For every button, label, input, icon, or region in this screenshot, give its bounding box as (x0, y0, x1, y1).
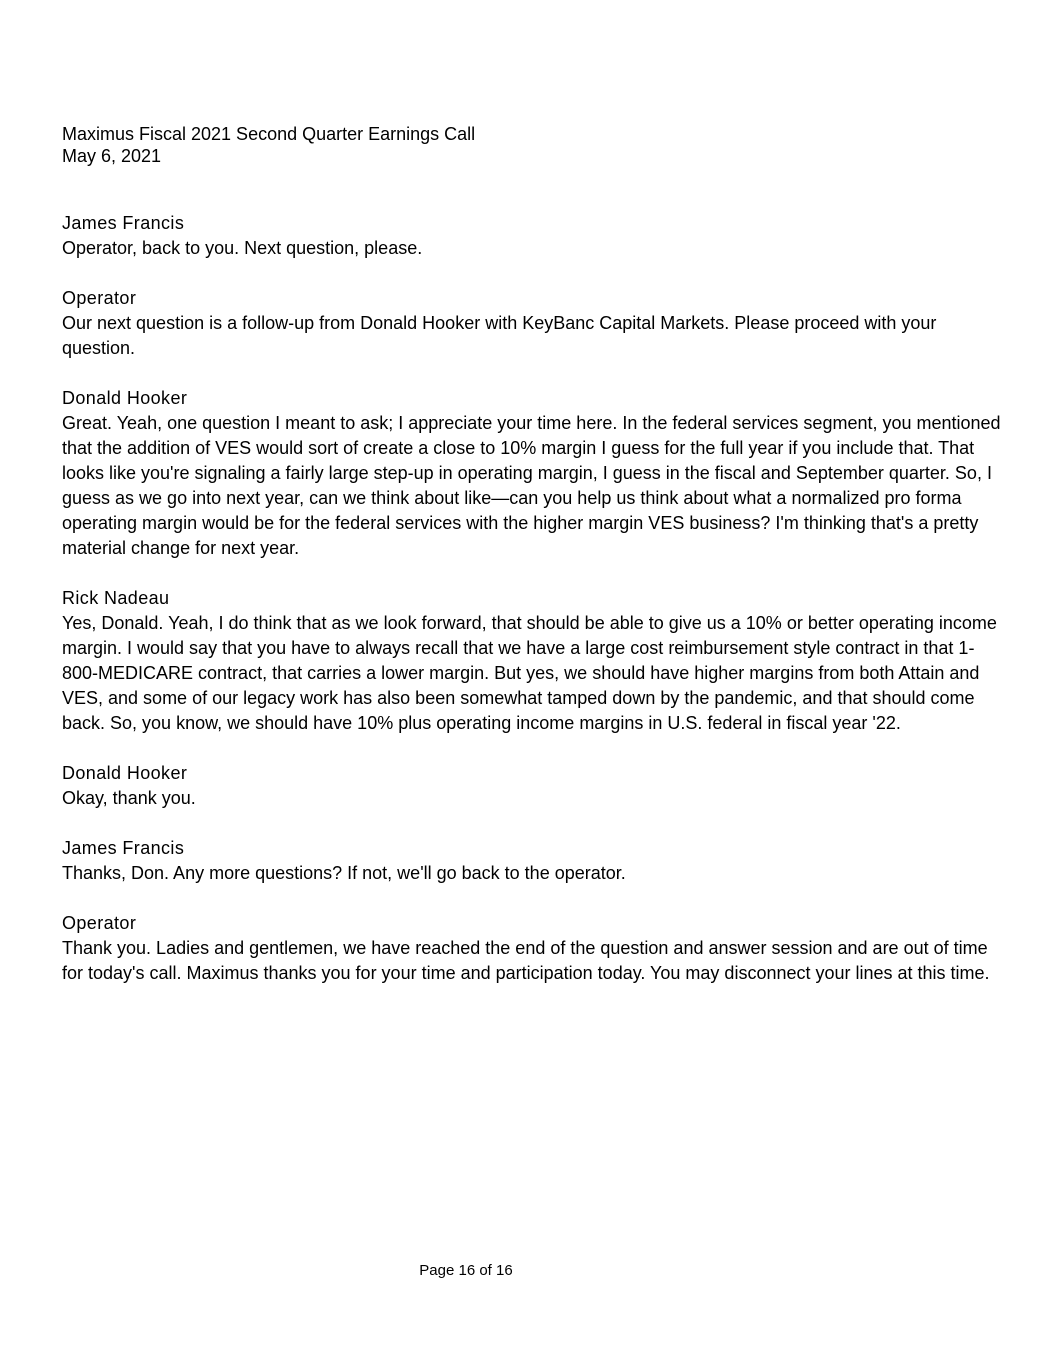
page-number: Page 16 of 16 (419, 1262, 513, 1279)
speaker-name: Operator (62, 288, 137, 308)
document-page (62, 123, 1002, 1011)
transcript-turn (62, 586, 1002, 736)
speaker-text: Okay, thank you. (62, 788, 196, 808)
transcript-turn (62, 211, 1002, 261)
speaker-text: Yes, Donald. Yeah, I do think that as we look forward, that should be able to give us a 10% or better operating income margin. I would say that you have to always recall that we have a large cost reimbursement style contract in that 1-800-MEDICARE contract, that carries a lower margin. But yes, we should have higher margins from both Attain and VES, and some of our legacy work has also been somewhat tamped down by the pandemic, and that should come back. So, you know, we should have 10% plus operating income margins in U.S. federal in fiscal year '22. (62, 613, 997, 733)
speaker-name: Operator (62, 913, 137, 933)
transcript-turn (62, 286, 1002, 361)
transcript-turn (62, 911, 1002, 986)
document-date: May 6, 2021 (62, 146, 162, 166)
transcript-turn (62, 386, 1002, 561)
speaker-text: Operator, back to you. Next question, please. (62, 238, 423, 258)
speaker-name: James Francis (62, 213, 185, 233)
speaker-name: James Francis (62, 838, 185, 858)
speaker-name: Donald Hooker (62, 763, 188, 783)
transcript (62, 211, 1002, 986)
speaker-text: Great. Yeah, one question I meant to ask; I appreciate your time here. In the federal services segment, you mentioned that the addition of VES would sort of create a close to 10% margin I guess for the full year if you include that. That looks like you're signaling a fairly large step-up in operating margin, I guess in the fiscal and September quarter. So, I guess as we go into next year, can we think about like—can you help us think about what a normalized pro forma operating margin would be for the federal services with the higher margin VES business? I'm thinking that's a pretty material change for next year. (62, 413, 1001, 558)
document-title: Maximus Fiscal 2021 Second Quarter Earnings Call (62, 124, 476, 144)
speaker-text: Thanks, Don. Any more questions? If not, we'll go back to the operator. (62, 863, 626, 883)
transcript-turn (62, 836, 1002, 886)
speaker-text: Our next question is a follow-up from Donald Hooker with KeyBanc Capital Markets. Please proceed with your question. (62, 313, 937, 358)
speaker-name: Donald Hooker (62, 388, 188, 408)
transcript-turn (62, 761, 1002, 811)
speaker-name: Rick Nadeau (62, 588, 170, 608)
speaker-text: Thank you. Ladies and gentlemen, we have reached the end of the question and answer session and are out of time for today's call. Maximus thanks you for your time and participation today. You may disconnect your lines at this time. (62, 938, 990, 983)
